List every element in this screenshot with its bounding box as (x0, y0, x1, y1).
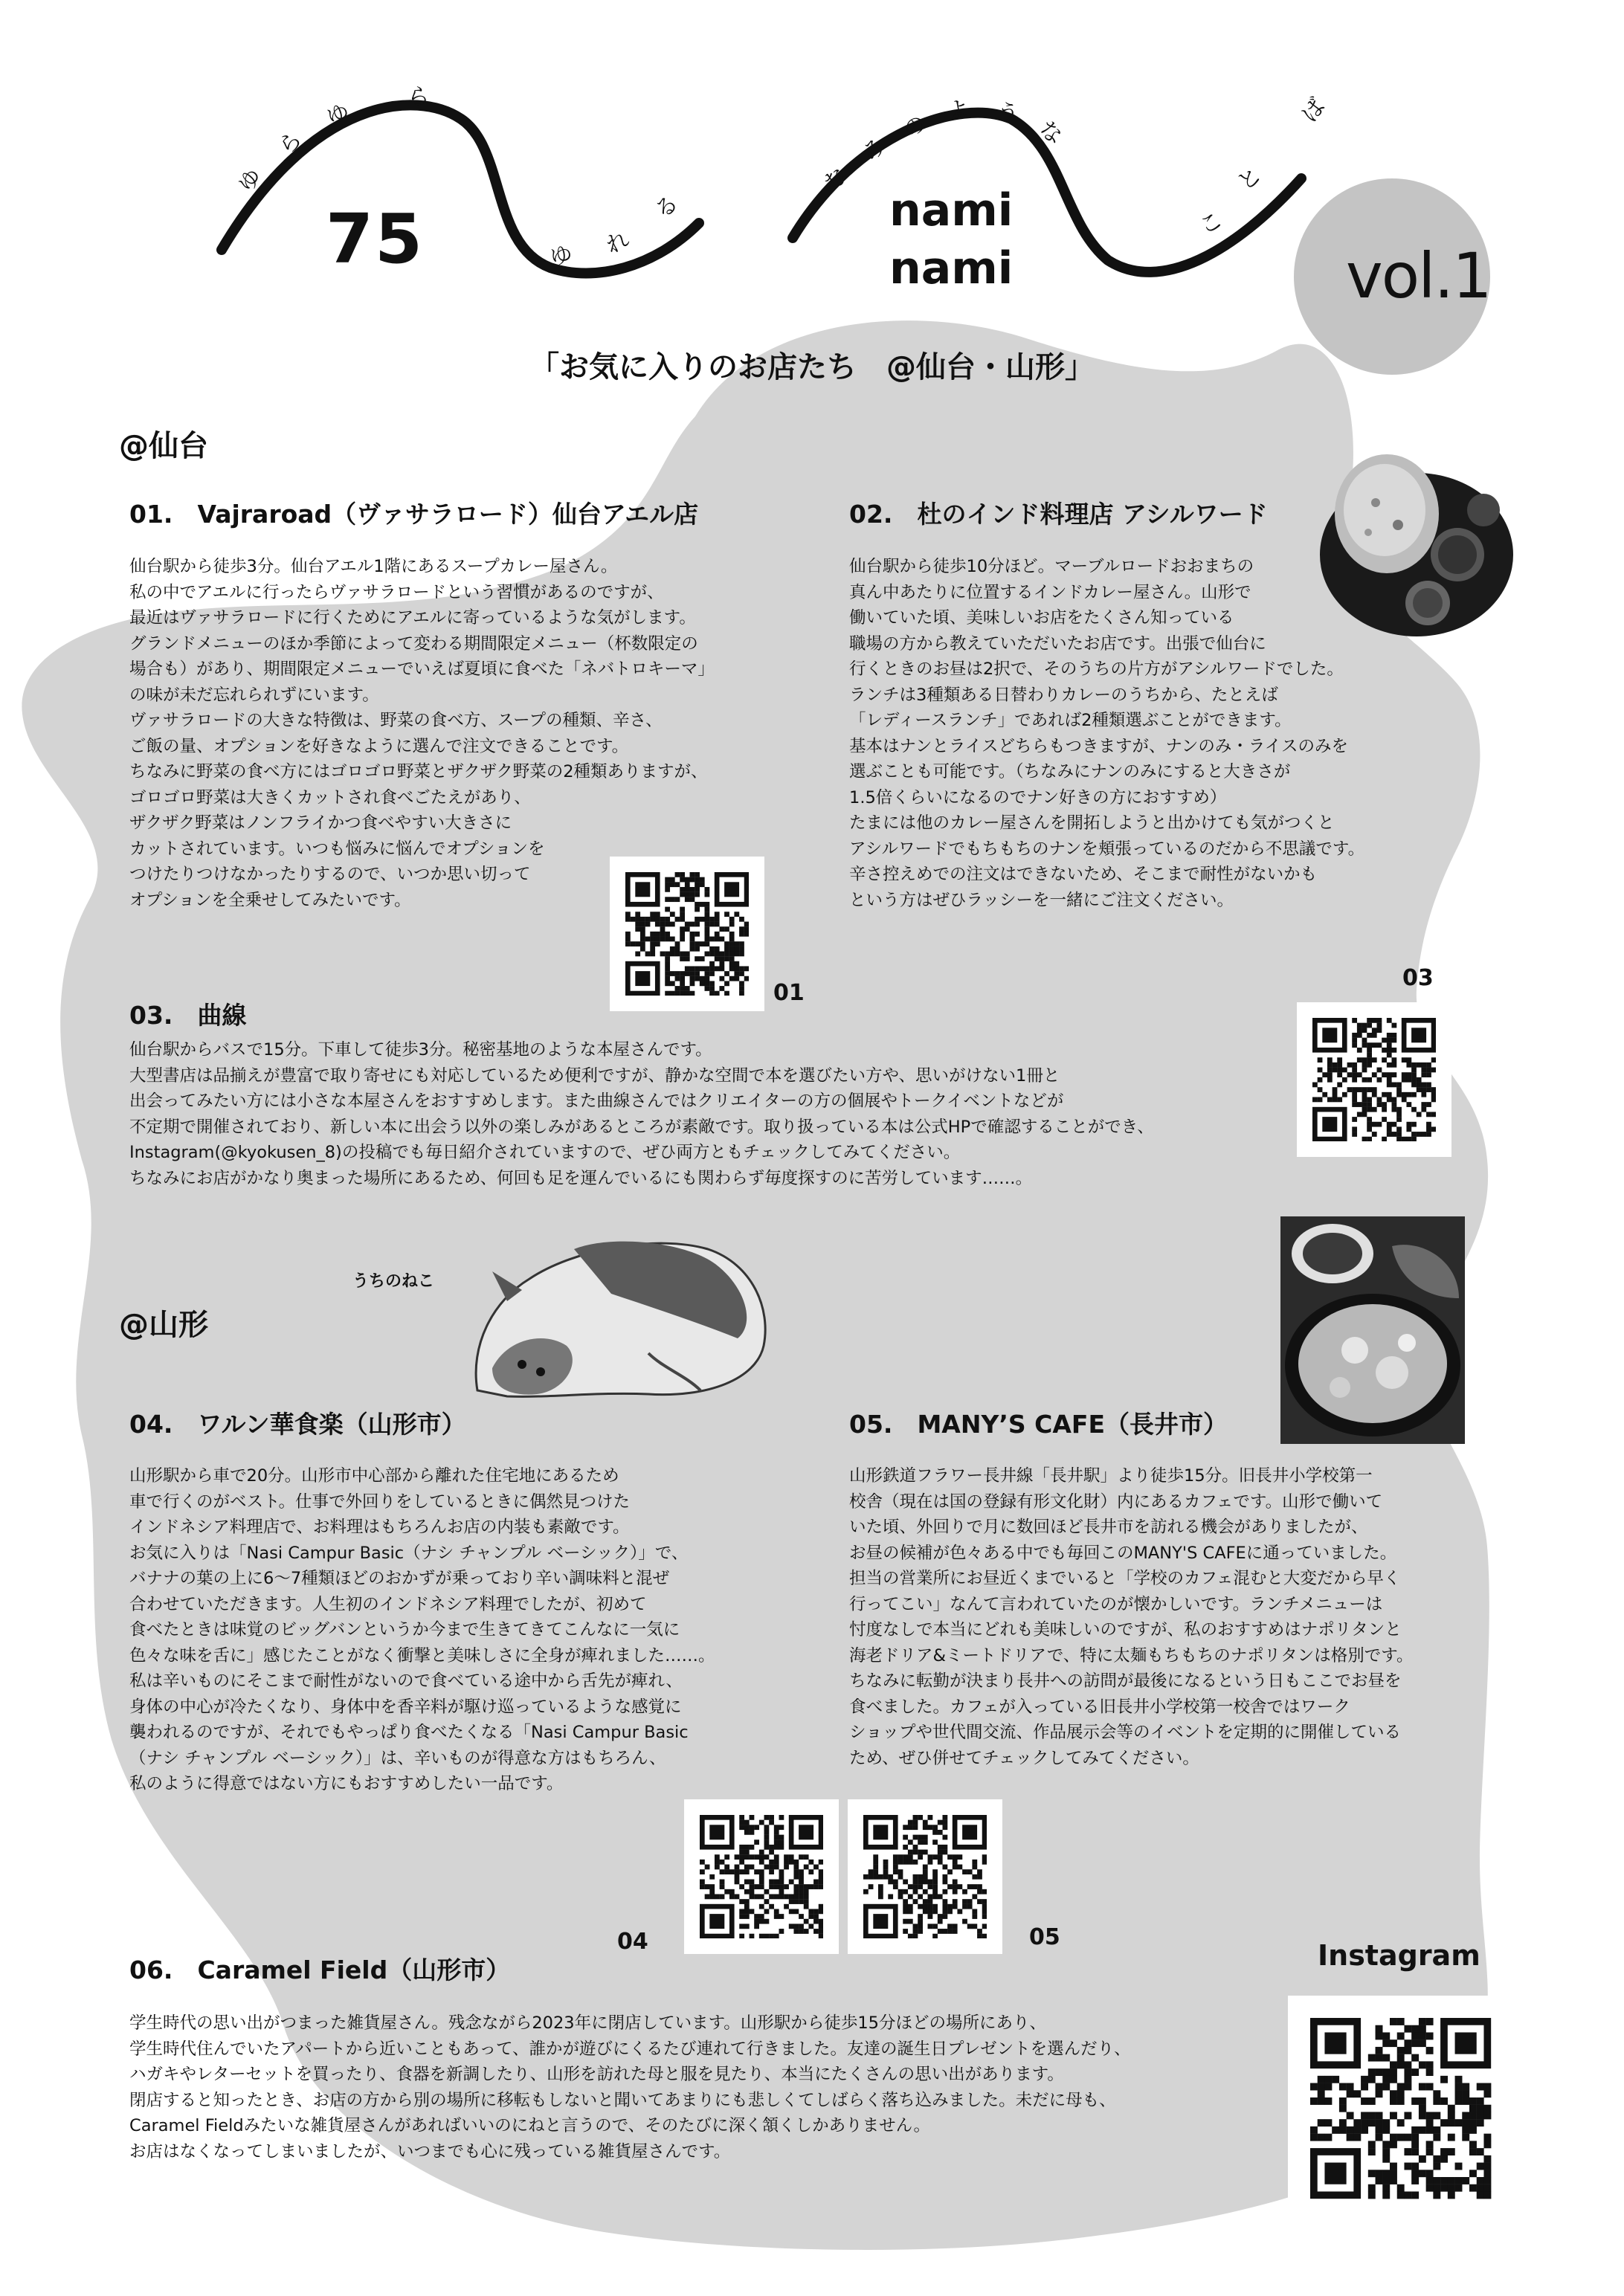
wave-char: ら (405, 82, 432, 112)
qr-label-04: 04 (617, 1929, 648, 1955)
section-heading-sendai: @仙台 (119, 429, 208, 463)
shop-body-01: 仙台駅から徒歩3分。仙台アエル1階にあるスープカレー屋さん。 私の中でアエルに行ったらヴァサラロードという習慣があるのですが、 最近はヴァサラロードに行くためにアエルに寄っているような気がします。 グランドメニューのほか季節によって変わる期間限定メニュー（杯数限定の 場合も）があり、期間限定メニューでいえば夏頃に食べた「ネバトロキーマ」 の味が未だ忘れられずにいます。 ヴァサラロードの大きな特徴は、野菜の食べ方、スープの種類、辛さ、 ご飯の量、オプションを好きなように選んで注文できることです。 ちなみに野菜の食べ方にはゴロゴロ野菜とザクザク野菜の2種類ありますが、 ゴロゴロ野菜は大きくカットされ食べごたえがあり、 ザクザク野菜はノンフライかつ食べやすい大きさに カットされています。いつも悩みに悩んでオプションを つけたりつけなかったりするので、いつか思い切って オプションを全乗せしてみたいです。 (129, 557, 715, 910)
cat-photo (463, 1219, 775, 1402)
qr-label-05: 05 (1029, 1924, 1060, 1950)
qr-pattern (700, 1815, 823, 1938)
wave-char: よ (945, 95, 972, 126)
instagram-qr-code[interactable] (1288, 1996, 1514, 2222)
wave-char: こ (1195, 206, 1228, 241)
cat-caption: うちのねこ (352, 1272, 435, 1291)
wave-char: な (819, 161, 854, 196)
qr-code-05[interactable] (848, 1799, 1002, 1954)
page-title: 「お気に入りのお店たち @仙台・山形」 (529, 350, 1095, 384)
qr-code-01[interactable] (610, 857, 764, 1011)
shop-body-02: 仙台駅から徒歩10分ほど。マーブルロードおおまちの 真ん中あたりに位置するインドカレー屋さん。山形で 働いていた頃、美味しいお店をたくさん知っている 職場の方から教えていただいたお店です。出張で仙台に 行くときのお昼は2択で、そのうちの片方がアシルワードでした。 ランチは3種類ある日替わりカレーのうちから、たとえば 「レディースランチ」であれば2種類選ぶことができます。 基本はナンとライスどちらもつきますが、ナンのみ・ライスのみを 選ぶことも可能です。（ちなみにナンのみにすると大きさが 1.5倍くらいになるのでナン好きの方におすすめ） たまには他のカレー屋さんを開拓しようと出かけても気がつくと アシルワードでもちもちのナンを頬張っているのだから不思議です。 辛さ控えめでの注文はできないため、そこまで耐性がないかも という方はぜひラッシーを一緒にご注文ください。 (849, 557, 1365, 910)
wave-char: と (1232, 161, 1267, 196)
curry-photo (1316, 443, 1517, 644)
wave-char: う (994, 98, 1021, 129)
shop-heading-03: 03. 曲線 (129, 1001, 247, 1030)
qr-label-02: 03 (1402, 965, 1434, 991)
wave-char: な (1034, 115, 1067, 150)
shop-body-04: 山形駅から車で20分。山形市中心部から離れた住宅地にあるため 車で行くのがベスト。仕事で外回りをしているときに偶然見つけた インドネシア料理店で、お料理はもちろんお店の内装も素敵です。 お気に入りは「Nasi Campur Basic（ナシ チャンプル ベーシック）」で、 バナナの葉の上に6〜7種類ほどのおかずが乗っており辛い調味料と混ぜ 合わせていただきます。人生初のインドネシア料理でしたが、初めて 食べたときは味覚のビッグバンというか今まで生きてきてこんなに一気に 色々な味を舌に」感じたことがなく衝撃と美味しさに全身が痺れました……。 私は辛いものにそこまで耐性がないので食べている途中から舌先が痺れ、 身体の中心が冷たくなり、身体中を香辛料が駆け巡っているような感覚に 襲われるのですが、それでもやっぱり食べたくなる「Nasi Campur Basic （ナシ チャンプル ベーシック）」は、辛いものが得意な方はもちろん、 私のように得意ではない方にもおすすめしたい一品です。 (129, 1466, 715, 1793)
volume-label: vol.1 (1346, 239, 1491, 312)
qr-pattern (625, 872, 749, 996)
shop-body-03: 仙台駅からバスで15分。下車して徒歩3分。秘密基地のような本屋さんです。 大型書店は品揃えが豊富で取り寄せにも対応しているため便利ですが、静かな空間で本を選びたい方や、思いがけない1冊と 出会ってみたい方には小さな本屋さんをおすすめします。また曲線さんではクリエイターの方の個展やトークイベントなどが 不定期で開催されており、新しい本に出会う以外の楽しみがあるところが素敵です。取り扱っている本は公式HPで確認することができ、 Instagram(@kyokusen_8)の投稿でも毎日紹介されていますので、ぜひ両方ともチェックしてみてください。 ちなみにお店がかなり奥まった場所にあるため、何回も足を運んでいるにも関わらず毎度探すのに苦労しています……。 (129, 1040, 1154, 1188)
qr-pattern (1312, 1018, 1436, 1141)
qr-pattern (863, 1815, 987, 1938)
shop-body-06: 学生時代の思い出がつまった雑貨屋さん。残念ながら2023年に閉店しています。山形駅から徒歩15分ほどの場所にあり、 学生時代住んでいたアパートから近いこともあって、誰かが遊びにくるたび連れて行きました。友達の誕生日プレゼントを選んだり、 ハガキやレターセットを買ったり、食器を新調したり、山形を訪れた母と服を見たり、本当にたくさんの思い出があります。 閉店すると知ったとき、お店の方から別の場所に移転もしないと聞いてあまりにも悲しくてしばらく落ち込みました。未だに母も、 Caramel Fieldみたいな雑貨屋さんがあればいいのにねと言うので、そのたびに深く頷くしかありません。 お店はなくなってしまいましたが、いつまでも心に残っている雑貨屋さんです。 (129, 2013, 1131, 2161)
wave-char: る (649, 190, 684, 225)
wave-char: ら (274, 126, 308, 161)
qr-code-04[interactable] (684, 1799, 839, 1954)
shop-heading-04: 04. ワルン華食楽（山形市） (129, 1410, 466, 1439)
brand-line-1: nami (889, 184, 1014, 236)
shop-heading-06: 06. Caramel Field（山形市） (129, 1955, 511, 1984)
shop-heading-02: 02. 杜のインド料理店 アシルワード (849, 500, 1268, 529)
wave-char: の (899, 110, 931, 144)
instagram-label: Instagram (1318, 1939, 1480, 1972)
wave-char: ば (1296, 93, 1331, 128)
shop-body-05: 山形鉄道フラワー長井線「長井駅」より徒歩15分。旧長井小学校第一 校舎（現在は国の登録有形文化財）内にあるカフェです。山形で働いて いた頃、外回りで月に数回ほど長井市を訪れる機会がありましたが、 お昼の候補が色々ある中でも毎回このMANY'S CAFEに通っていました。 担当の営業所にお昼近くまでいると「学校のカフェ混むと大変だから早く 行ってこい」なんて言われていたのが懐かしいです。ランチメニューは 忖度なしで本当にどれも美味しいのですが、私のおすすめはナポリタンと 海老ドリア&ミートドリアで、特に太麺もちもちのナポリタンは格別です。 ちなみに転勤が決まり長井への訪問が最後になるという日もここでお昼を 食べました。カフェが入っている旧長井小学校第一校舎ではワーク ショップや世代間交流、作品展示会等のイベントを定期的に開催している ため、ぜひ併せてチェックしてみてください。 (849, 1466, 1414, 1768)
qr-label-01: 01 (773, 980, 805, 1006)
wave-char: ゆ (548, 241, 575, 271)
wave-char: ゆ (323, 98, 353, 132)
brand-line-2: nami (889, 242, 1014, 294)
qr-pattern (1310, 2018, 1491, 2199)
wave-char: み (858, 132, 892, 167)
qr-code-02[interactable] (1297, 1002, 1451, 1157)
section-heading-yamagata: @山形 (119, 1308, 208, 1342)
shop-heading-01: 01. Vajraroad（ヴァサラロード）仙台アエル店 (129, 500, 699, 529)
wave-char: れ (602, 226, 634, 259)
cafe-photo (1280, 1216, 1465, 1444)
issue-number: 75 (326, 199, 425, 279)
wave-char: ゆ (233, 163, 268, 198)
shop-heading-05: 05. MANY’S CAFE（長井市） (849, 1410, 1228, 1439)
